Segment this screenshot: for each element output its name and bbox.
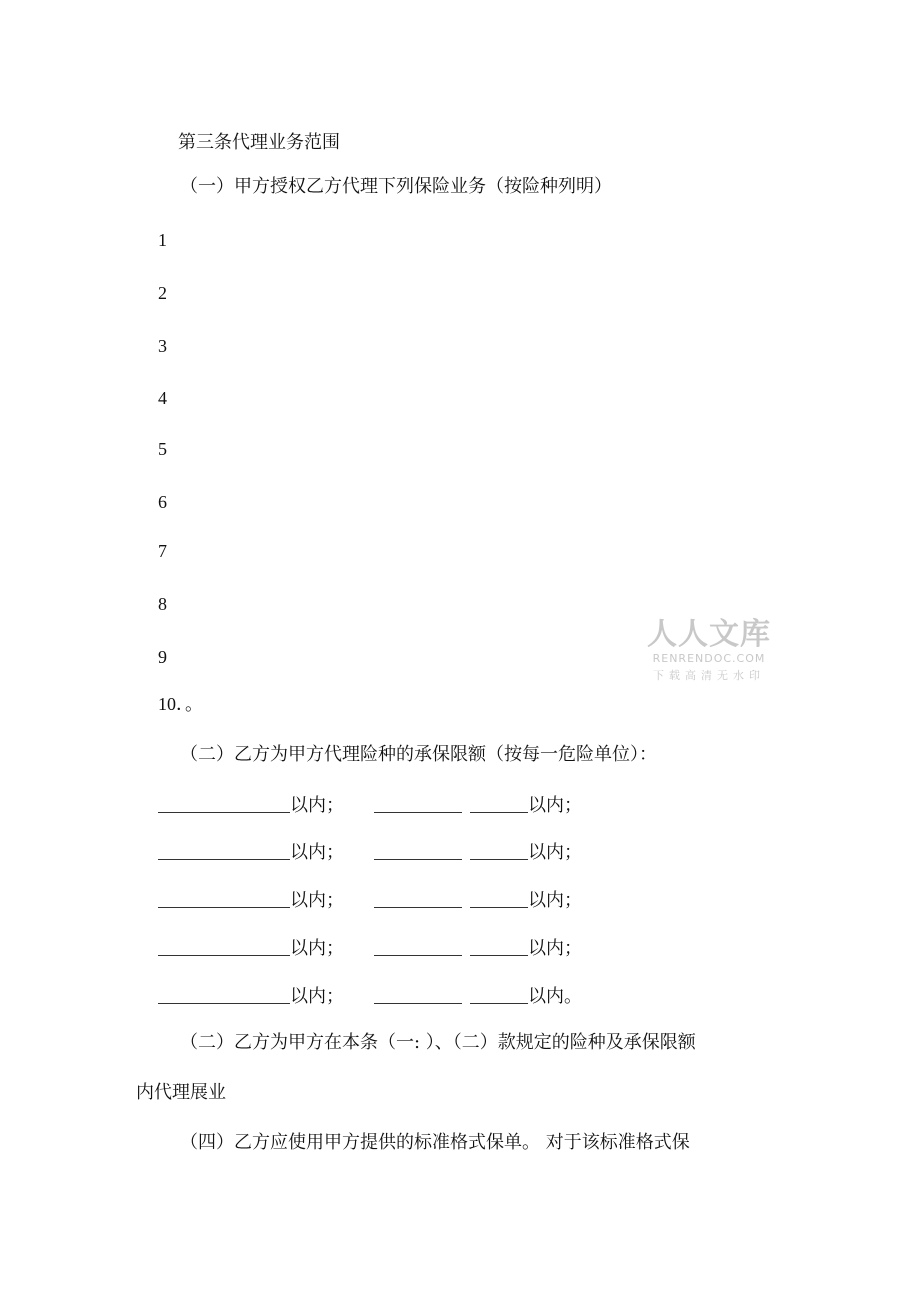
blank-line (158, 842, 290, 860)
list-item-4: 4 (158, 388, 167, 408)
blank-line (470, 938, 528, 956)
limit-row (158, 938, 582, 958)
list-item-10: 10．。 (158, 694, 203, 714)
limit-row (158, 842, 582, 862)
watermark-slogan: 下载高清无水印 (653, 669, 765, 682)
watermark (646, 617, 772, 683)
clause-4: （四）乙方应使用甲方提供的标准格式保单。 对于该标准格式保 (180, 1132, 690, 1153)
list-item-6: 6 (158, 492, 167, 512)
list-item-9: 9 (158, 647, 167, 667)
list-item-7: 7 (158, 541, 167, 561)
limit-row (158, 795, 582, 815)
clause-3-line-2: 内代理展业 (136, 1082, 226, 1103)
limit-suffix: 以内； (290, 938, 344, 959)
list-item-2: 2 (158, 283, 167, 303)
limit-suffix: 以内； (528, 938, 582, 959)
limit-suffix: 以内； (290, 890, 344, 911)
blank-line (158, 986, 290, 1004)
blank-line (374, 938, 462, 956)
watermark-site: RENRENDOC.COM (652, 652, 766, 665)
list-item-1: 1 (158, 230, 167, 250)
blank-line (374, 986, 462, 1004)
list-item-3: 3 (158, 336, 167, 356)
list-item-5: 5 (158, 439, 167, 459)
limit-row (158, 890, 582, 910)
clause-3-line-1: （二）乙方为甲方在本条（一: ）、（二）款规定的险种及承保限额 (180, 1032, 696, 1053)
clause-1: （一）甲方授权乙方代理下列保险业务（按险种列明） (180, 176, 612, 197)
limit-suffix: 以内； (290, 795, 344, 816)
blank-line (158, 890, 290, 908)
limit-suffix: 以内； (290, 842, 344, 863)
watermark-title: 人人文库 (647, 617, 771, 652)
limit-suffix: 以内； (290, 986, 344, 1007)
article-title: 第三条代理业务范围 (178, 132, 340, 153)
blank-line (374, 842, 462, 860)
blank-line (374, 795, 462, 813)
list-item-8: 8 (158, 594, 167, 614)
clause-2: （二）乙方为甲方代理险种的承保限额（按每一危险单位）： (180, 744, 657, 765)
limit-row (158, 986, 582, 1006)
limit-suffix: 以内。 (528, 986, 582, 1007)
limit-suffix: 以内； (528, 795, 582, 816)
blank-line (158, 795, 290, 813)
limit-suffix: 以内； (528, 842, 582, 863)
limit-suffix: 以内； (528, 890, 582, 911)
blank-line (470, 890, 528, 908)
blank-line (470, 795, 528, 813)
blank-line (374, 890, 462, 908)
blank-line (158, 938, 290, 956)
blank-line (470, 842, 528, 860)
blank-line (470, 986, 528, 1004)
